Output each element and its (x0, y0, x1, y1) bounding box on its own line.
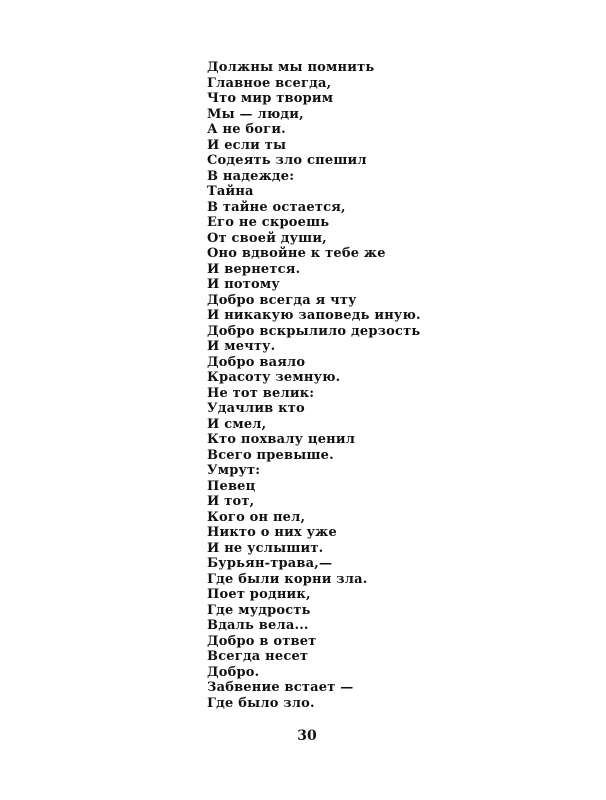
poem-line: Всегда несет (207, 649, 309, 664)
poem-line: Тайна (207, 184, 254, 199)
poem-line: И мечту. (207, 339, 276, 354)
poem-line: Что мир творим (207, 91, 334, 106)
poem-line: Его не скроешь (207, 215, 330, 230)
poem-line: Вдаль вела... (207, 618, 309, 633)
poem-line: Оно вдвойне к тебе же (207, 246, 386, 261)
poem-line: Где мудрость (207, 602, 311, 618)
poem-line: И смел, (207, 416, 267, 432)
poem-line: И вернется. (207, 261, 301, 277)
poem-line: Содеять зло спешил (207, 153, 367, 168)
poem-line: И тот, (207, 494, 255, 509)
poem-line: Никто о них уже (207, 525, 337, 540)
poem-line: В тайне остается, (207, 199, 346, 215)
poem-line: И не услышит. (207, 540, 324, 556)
poem-line: Добро. (207, 664, 260, 680)
poem-line: Добро ваяло (207, 354, 306, 370)
poem-line: Бурьян-трава,— (207, 556, 333, 571)
poem-line: От своей души, (207, 230, 327, 246)
poem-line: Поет родник, (207, 587, 311, 602)
poem-line: Добро в ответ (207, 633, 317, 649)
poem-line: Певец (207, 478, 256, 494)
poem-line: Умрут: (207, 463, 261, 478)
poem-line: Кого он пел, (207, 509, 306, 525)
poem-line: Мы — люди, (207, 106, 304, 122)
poem-line: Главное всегда, (207, 75, 332, 91)
poem-line: Должны мы помнить (207, 60, 375, 75)
poem-text (207, 60, 421, 711)
poem-line: Добро всегда я чту (207, 292, 357, 308)
poem-line: А не боги. (207, 122, 286, 137)
poem-line: И потому (207, 277, 280, 292)
poem-line: Где было зло. (207, 695, 315, 711)
poem-line: Удачлив кто (207, 401, 305, 416)
poem-line: И если ты (207, 137, 287, 153)
poem-line: Забвение встает — (207, 680, 354, 695)
poem-line: Где были корни зла. (207, 571, 368, 587)
poem-line: Не тот велик: (207, 385, 315, 401)
page-number: 30 (297, 728, 317, 744)
poem-line: И никакую заповедь иную. (207, 308, 421, 323)
poem-line: Всего превыше. (207, 447, 334, 463)
poem-line: Красоту земную. (207, 370, 341, 385)
poem-line: Добро вскрылило дерзость (207, 323, 421, 339)
poem-line: В надежде: (207, 168, 295, 184)
poem-line: Кто похвалу ценил (207, 432, 356, 447)
